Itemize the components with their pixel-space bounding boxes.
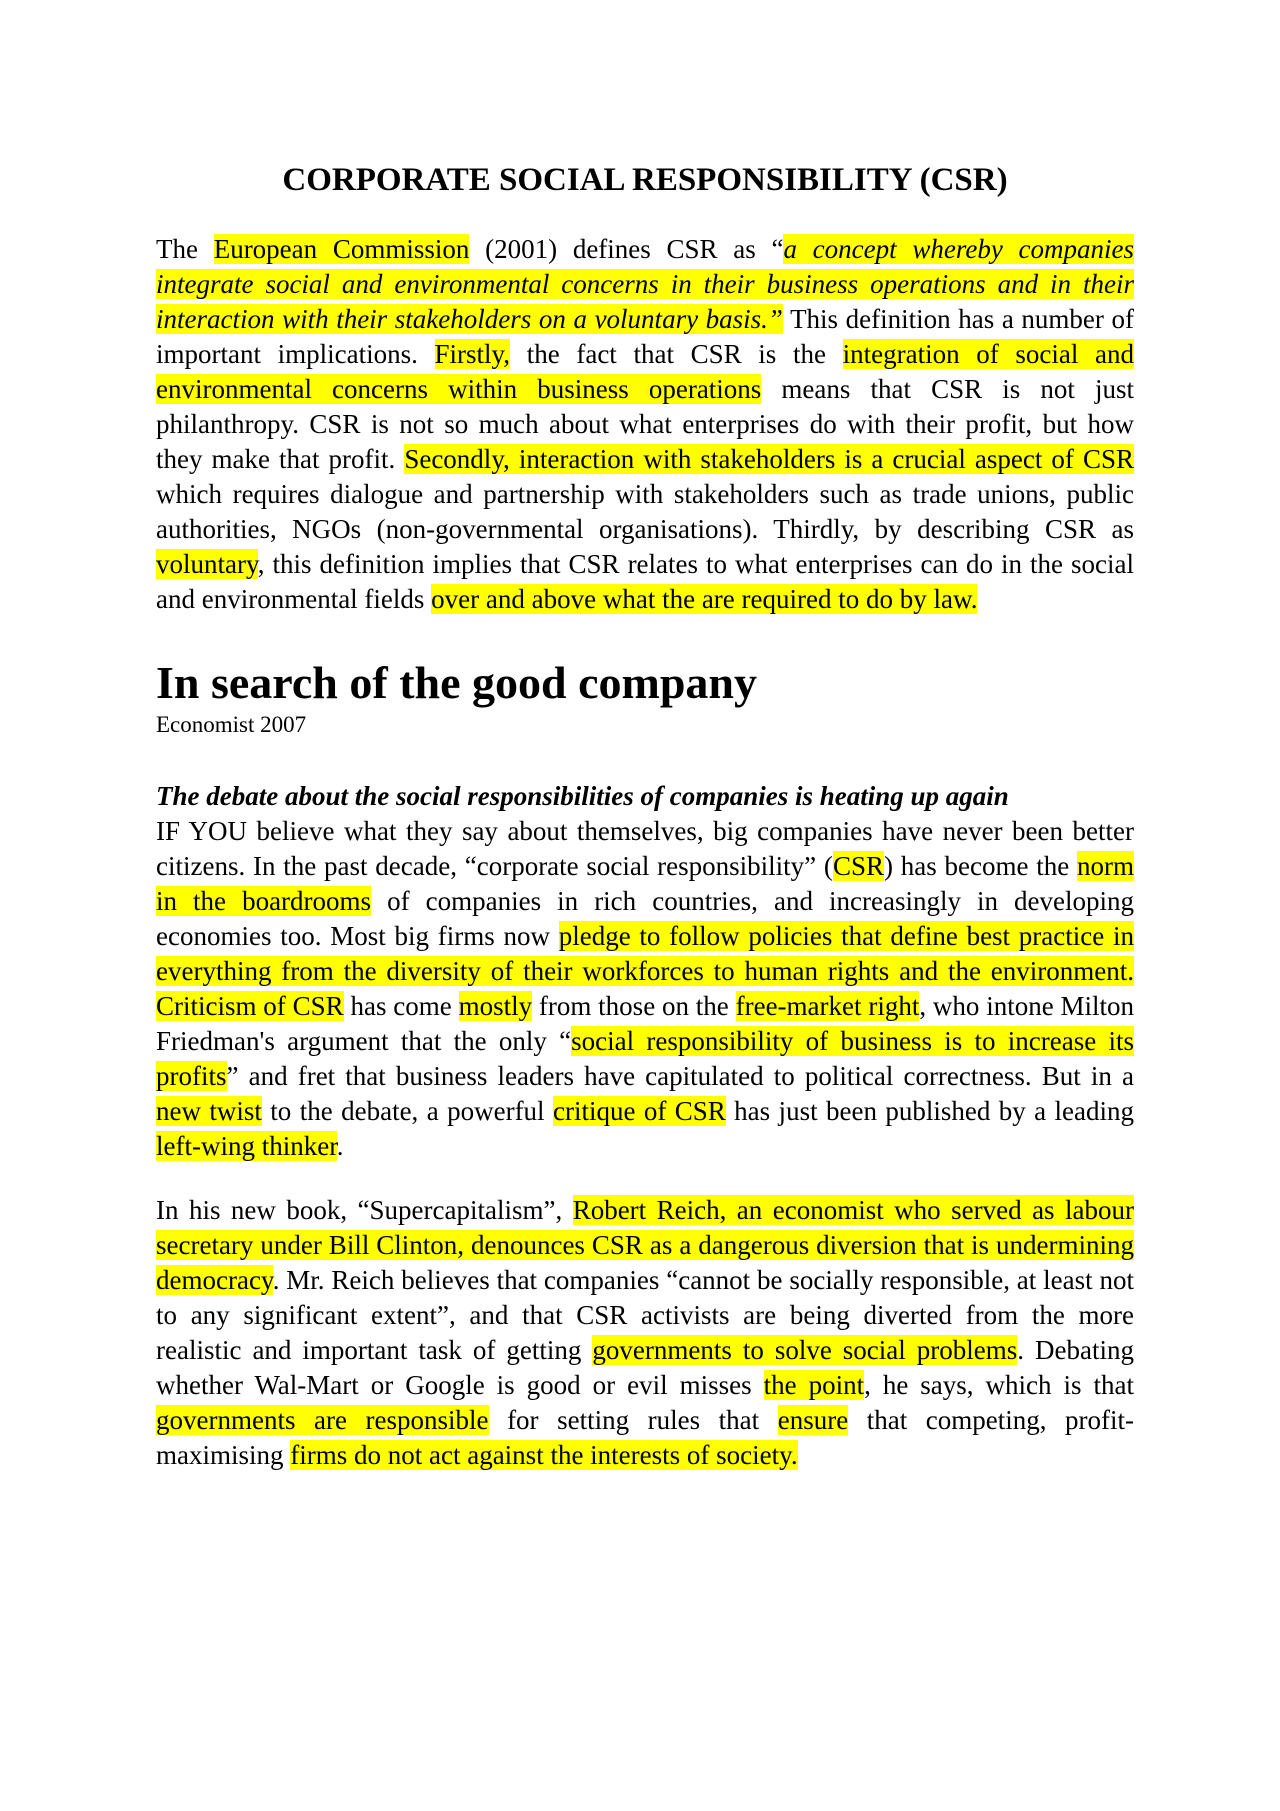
highlighted-text: firms do not act against the interests of society. xyxy=(290,1440,798,1470)
paragraph-gap xyxy=(156,1164,1134,1193)
text-segment: The xyxy=(156,234,214,264)
highlighted-text: a concept whereby companies integrate social and environmental concerns in their business operations and in their interaction with their stakeholders on a voluntary basis.” xyxy=(156,234,1134,334)
text-segment: for setting rules that xyxy=(488,1405,778,1435)
text-segment: (2001) defines CSR as “ xyxy=(469,234,784,264)
highlighted-text: pledge to follow policies that define best practice in everything from the diversity of their workforces to human rights and the environment. Criticism of CSR xyxy=(156,921,1134,1021)
highlighted-text: CSR xyxy=(832,851,884,881)
csr-definition-paragraph xyxy=(156,232,1134,617)
highlighted-text: norm in the boardrooms xyxy=(156,851,1134,916)
article-title: In search of the good company xyxy=(156,657,758,708)
highlighted-text: Secondly, interaction with stakeholders is a crucial aspect of CSR xyxy=(404,444,1134,474)
text-segment: This definition has a number of important implications. xyxy=(156,304,1135,369)
article-paragraph-2 xyxy=(156,1193,1134,1473)
highlighted-text: ensure xyxy=(777,1405,849,1435)
text-segment: . Mr. Reich believes that companies “cannot be socially responsible, at least not to any significant extent”, and that CSR activists are being diverted from the more realistic and important task of getting xyxy=(156,1265,1134,1365)
text-segment: means that CSR is not just philanthropy. CSR is not so much about what enterprises do with their profit, but how they make that profit. xyxy=(156,374,1134,474)
highlighted-text: European Commission xyxy=(213,234,470,264)
text-segment: to the debate, a powerful xyxy=(261,1096,553,1126)
text-segment: . xyxy=(336,1131,344,1161)
article-lede: The debate about the social responsibilities of companies is heating up again xyxy=(156,781,1009,811)
text-segment: which requires dialogue and partnership with stakeholders such as trade unions, public authorities, NGOs (non-governmental organisations). Thirdly, by describing CSR as xyxy=(156,479,1134,544)
text-segment: has come xyxy=(343,991,459,1021)
highlighted-text: critique of CSR xyxy=(552,1096,726,1126)
highlighted-text: integration of social and environmental concerns within business operations xyxy=(156,339,1134,404)
document-title: CORPORATE SOCIAL RESPONSIBILITY (CSR) xyxy=(282,162,1008,198)
text-segment: ) has become the xyxy=(883,851,1077,881)
text-segment: that competing, profit-maximising xyxy=(156,1405,1135,1470)
text-segment: In his new book, “Supercapitalism”, xyxy=(156,1195,573,1225)
highlighted-text: voluntary xyxy=(156,549,258,579)
text-segment: the fact that CSR is the xyxy=(510,339,843,369)
article-paragraph-1 xyxy=(156,814,1134,1164)
text-segment: from those on the xyxy=(532,991,736,1021)
highlighted-text: the point xyxy=(763,1370,865,1400)
text-segment: , who intone Milton Friedman's argument that the only “ xyxy=(156,991,1135,1056)
highlighted-text: Firstly, xyxy=(434,339,511,369)
article-byline: Economist 2007 xyxy=(156,712,307,737)
highlighted-text: left-wing thinker xyxy=(156,1131,337,1161)
highlighted-text: mostly xyxy=(458,991,533,1021)
text-segment: . Debating whether Wal-Mart or Google is good or evil misses xyxy=(156,1335,1134,1400)
highlighted-text: Robert Reich, an economist who served as labour secretary under Bill Clinton, denounces CSR as a dangerous diversion that is undermining democracy xyxy=(156,1195,1134,1295)
highlighted-text: free-market right xyxy=(735,991,920,1021)
highlighted-text: new twist xyxy=(156,1096,262,1126)
text-segment: IF YOU believe what they say about themselves, big companies have never been better citizens. In the past decade, “corporate social responsibility” ( xyxy=(156,816,1134,881)
text-segment: , this definition implies that CSR relates to what enterprises can do in the social and environmental fields xyxy=(156,549,1134,614)
text-segment: , he says, which is that xyxy=(864,1370,1134,1400)
highlighted-text: governments are responsible xyxy=(156,1405,489,1435)
text-segment: ” and fret that business leaders have capitulated to political correctness. But in a xyxy=(226,1061,1134,1091)
document-page xyxy=(156,160,1134,1473)
text-segment: of companies in rich countries, and increasingly in developing economies too. Most big firms now xyxy=(156,886,1135,951)
highlighted-text: governments to solve social problems xyxy=(592,1335,1018,1365)
highlighted-text: social responsibility of business is to increase its profits xyxy=(156,1026,1134,1091)
highlighted-text: over and above what the are required to do by law. xyxy=(431,584,978,614)
text-segment: has just been published by a leading xyxy=(725,1096,1134,1126)
